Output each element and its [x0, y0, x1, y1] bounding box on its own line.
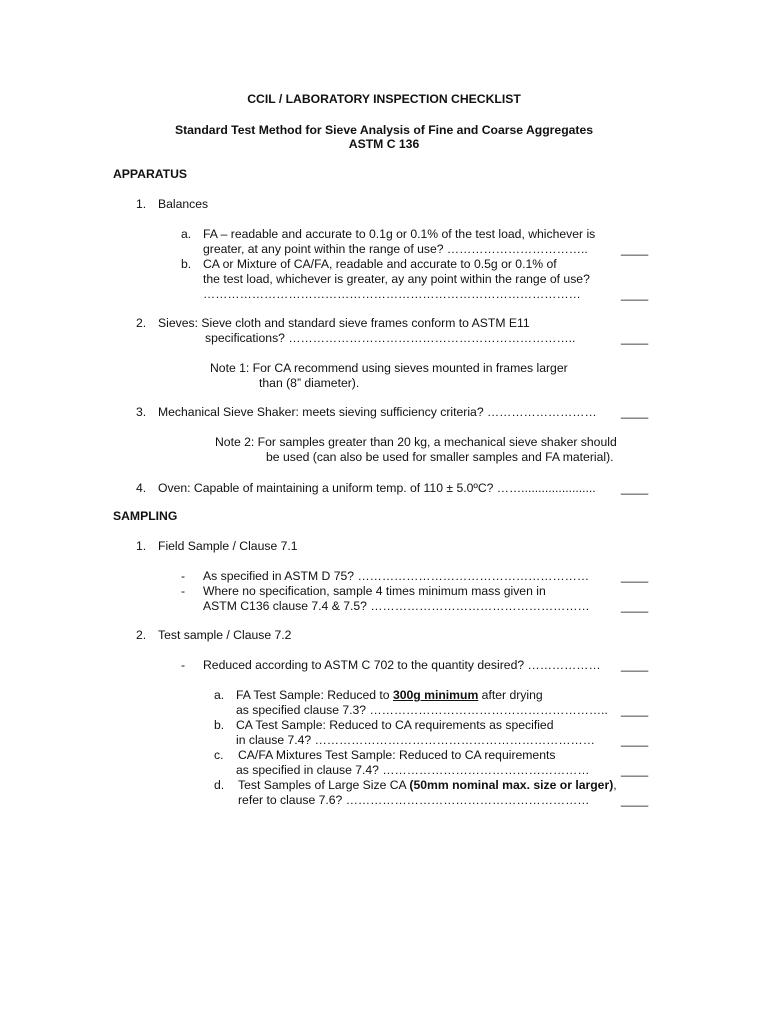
sampling-item2d-text-line1: Test Samples of Large Size CA (50mm nominal max. size or larger),	[238, 778, 617, 792]
apparatus-item3-text: Mechanical Sieve Shaker: meets sieving sufficiency criteria? ………………………	[158, 405, 597, 419]
large-size-emphasis: (50mm nominal max. size or larger)	[409, 778, 614, 792]
bullet-dash: -	[181, 569, 186, 583]
apparatus-item1a-text-line1: FA – readable and accurate to 0.1g or 0.1% of the test load, whichever is	[203, 227, 596, 241]
sampling-item2c-letter: c.	[214, 748, 224, 762]
checkbox-blank[interactable]: ____	[621, 793, 649, 807]
apparatus-item1b-text-line1: CA or Mixture of CA/FA, readable and accurate to 0.5g or 0.1% of	[203, 257, 557, 271]
apparatus-item1b-text-line2: the test load, whichever is greater, ay any point within the range of use?	[203, 272, 590, 286]
min-mass-emphasis: 300g minimum	[392, 688, 479, 702]
note1-line2: than (8” diameter).	[259, 376, 360, 390]
sampling-item2a-letter: a.	[214, 688, 225, 702]
sampling-item1-number: 1.	[136, 539, 147, 553]
apparatus-item1b-leader: …………………………………………………………………………………	[203, 287, 581, 301]
apparatus-item1-number: 1.	[136, 197, 147, 211]
note2-line2: be used (can also be used for smaller samples and FA material).	[266, 450, 614, 464]
document-subtitle-standard: ASTM C 136	[348, 137, 420, 151]
sampling-item2-label: Test sample / Clause 7.2	[158, 628, 292, 642]
checkbox-blank[interactable]: ____	[621, 658, 649, 672]
sampling-item2a-text-line1: FA Test Sample: Reduced to 300g minimum after drying	[236, 688, 543, 702]
checkbox-blank[interactable]: ____	[621, 703, 649, 717]
sampling-item2d-text-line2: refer to clause 7.6? ……………………………………………………	[238, 793, 590, 807]
apparatus-item4-number: 4.	[136, 481, 147, 495]
sampling-item2-bullet1: Reduced according to ASTM C 702 to the quantity desired? ………………	[203, 658, 601, 672]
note2-line1: Note 2: For samples greater than 20 kg, a mechanical sieve shaker should	[215, 435, 617, 449]
sampling-item2-number: 2.	[136, 628, 147, 642]
apparatus-item3-number: 3.	[136, 405, 147, 419]
sampling-item1-bullet2-line2: ASTM C136 clause 7.4 & 7.5? ………………………………………………	[203, 599, 590, 613]
sampling-item2c-text-line2: as specified in clause 7.4? ……………………………………………	[236, 763, 590, 777]
sampling-item2d-letter: d.	[214, 778, 225, 792]
bullet-dash: -	[181, 584, 186, 598]
checkbox-blank[interactable]: ____	[621, 331, 649, 345]
checkbox-blank[interactable]: ____	[621, 242, 649, 256]
sampling-item2b-text-line2: in clause 7.4? ……………………………………………………………	[236, 733, 595, 747]
bullet-dash: -	[181, 658, 186, 672]
apparatus-item4-text: Oven: Capable of maintaining a uniform temp. of 110 ± 5.0ºC? ……......................	[158, 481, 596, 495]
sampling-item2a-text-line2: as specified clause 7.3? …………………………………………………..	[236, 703, 608, 717]
checkbox-blank[interactable]: ____	[621, 599, 649, 613]
checkbox-blank[interactable]: ____	[621, 763, 649, 777]
document-subtitle-method: Standard Test Method for Sieve Analysis of Fine and Coarse Aggregates	[174, 123, 594, 137]
sampling-item2b-letter: b.	[214, 718, 225, 732]
checkbox-blank[interactable]: ____	[621, 733, 649, 747]
apparatus-item2-text-line2: specifications? ……………………………………………………………..	[205, 331, 576, 345]
sampling-item2b-text-line1: CA Test Sample: Reduced to CA requirements as specified	[236, 718, 554, 732]
document-title: CCIL / LABORATORY INSPECTION CHECKLIST	[247, 92, 521, 106]
apparatus-item1-label: Balances	[158, 197, 209, 211]
sampling-item1-bullet2-line1: Where no specification, sample 4 times minimum mass given in	[203, 584, 546, 598]
apparatus-item1a-letter: a.	[181, 227, 192, 241]
checkbox-blank[interactable]: ____	[621, 481, 649, 495]
sampling-item1-bullet1: As specified in ASTM D 75? …………………………………………………	[203, 569, 590, 583]
apparatus-item1b-letter: b.	[181, 257, 192, 271]
note1-line1: Note 1: For CA recommend using sieves mounted in frames larger	[210, 361, 568, 375]
apparatus-item2-text-line1: Sieves: Sieve cloth and standard sieve frames conform to ASTM E11	[158, 316, 530, 330]
sampling-heading: SAMPLING	[113, 509, 178, 523]
checkbox-blank[interactable]: ____	[621, 287, 649, 301]
checkbox-blank[interactable]: ____	[621, 405, 649, 419]
apparatus-item2-number: 2.	[136, 316, 147, 330]
apparatus-heading: APPARATUS	[113, 167, 188, 181]
checkbox-blank[interactable]: ____	[621, 569, 649, 583]
apparatus-item1a-text-line2: greater, at any point within the range of use? ……………………………..	[203, 242, 588, 256]
sampling-item2c-text-line1: CA/FA Mixtures Test Sample: Reduced to CA requirements	[238, 748, 556, 762]
sampling-item1-label: Field Sample / Clause 7.1	[158, 539, 298, 553]
